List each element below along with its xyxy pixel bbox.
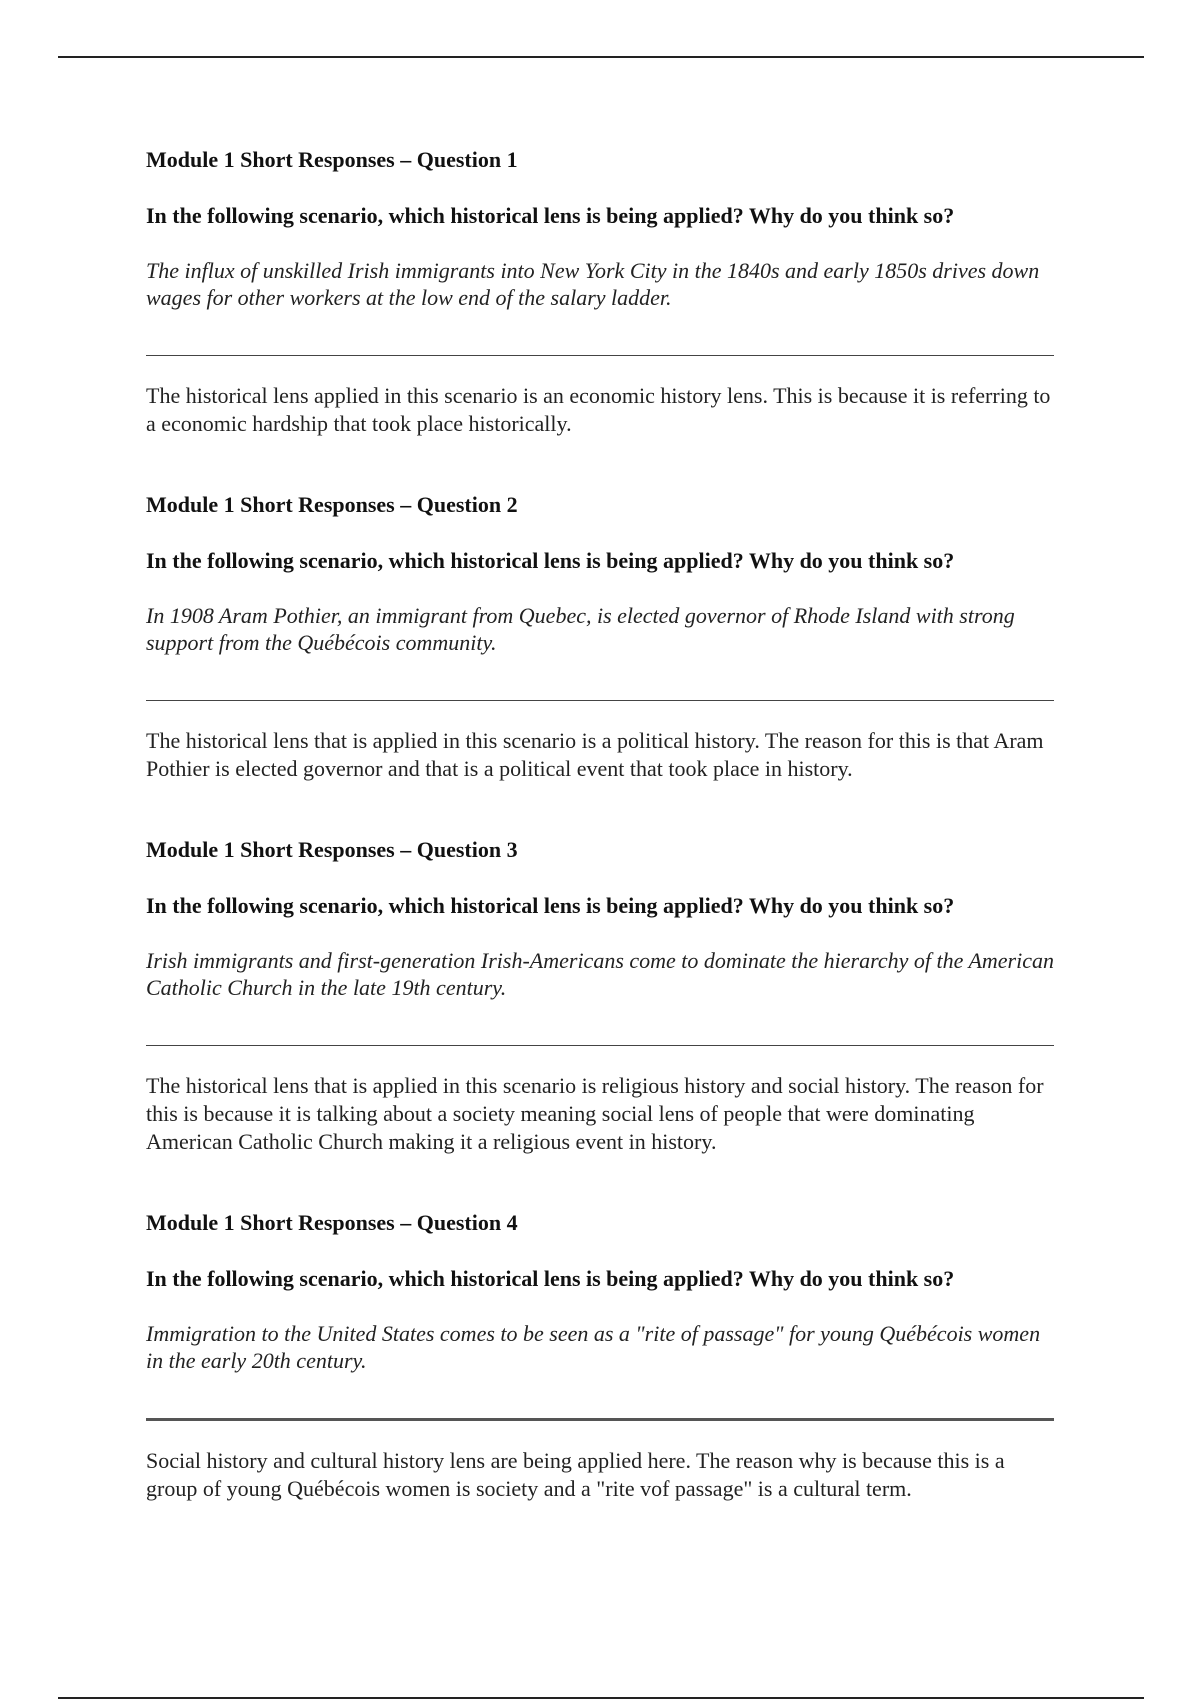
scenario-text: The influx of unskilled Irish immigrants into New York City in the 1840s and early 1850s drives down wages for other workers at the low end of the salary ladder. <box>146 258 1040 310</box>
question-section-4 <box>146 1210 1056 1503</box>
question-prompt: In the following scenario, which historical lens is being applied? Why do you think so? <box>146 1266 955 1291</box>
section-title: Module 1 Short Responses – Question 1 <box>146 147 518 172</box>
answer-divider <box>146 355 1054 356</box>
answer-divider <box>146 1418 1054 1421</box>
document-body <box>146 147 1056 1503</box>
question-prompt: In the following scenario, which historical lens is being applied? Why do you think so? <box>146 203 955 228</box>
question-prompt: In the following scenario, which historical lens is being applied? Why do you think so? <box>146 893 955 918</box>
answer-divider <box>146 700 1054 701</box>
scenario-text: Irish immigrants and first-generation Irish-Americans come to dominate the hierarchy of the American Catholic Church in the late 19th century. <box>146 948 1054 1000</box>
scenario-text: In 1908 Aram Pothier, an immigrant from Quebec, is elected governor of Rhode Island with strong support from the Québécois community. <box>146 603 1015 655</box>
section-title: Module 1 Short Responses – Question 4 <box>146 1210 518 1235</box>
question-section-3 <box>146 837 1056 1156</box>
section-title: Module 1 Short Responses – Question 2 <box>146 492 518 517</box>
question-prompt: In the following scenario, which historical lens is being applied? Why do you think so? <box>146 548 955 573</box>
scenario-text: Immigration to the United States comes to be seen as a "rite of passage" for young Québécois women in the early 20th century. <box>146 1321 1041 1373</box>
question-section-2 <box>146 492 1056 783</box>
answer-text: The historical lens that is applied in this scenario is a political history. The reason for this is that Aram Pothier is elected governor and that is a political event that took place in history. <box>146 728 1044 781</box>
answer-text: The historical lens that is applied in this scenario is religious history and social history. The reason for this is because it is talking about a society meaning social lens of people that were dominating American Catholic Church making it a religious event in history. <box>146 1073 1044 1154</box>
answer-text: Social history and cultural history lens are being applied here. The reason why is because this is a group of young Québécois women is society and a "rite vof passage" is a cultural term. <box>146 1448 1005 1501</box>
answer-divider <box>146 1045 1054 1046</box>
question-section-1 <box>146 147 1056 438</box>
answer-text: The historical lens applied in this scenario is an economic history lens. This is because it is referring to a economic hardship that took place historically. <box>146 383 1051 436</box>
section-title: Module 1 Short Responses – Question 3 <box>146 837 518 862</box>
bottom-rule <box>58 1697 1144 1699</box>
top-rule <box>58 56 1144 58</box>
